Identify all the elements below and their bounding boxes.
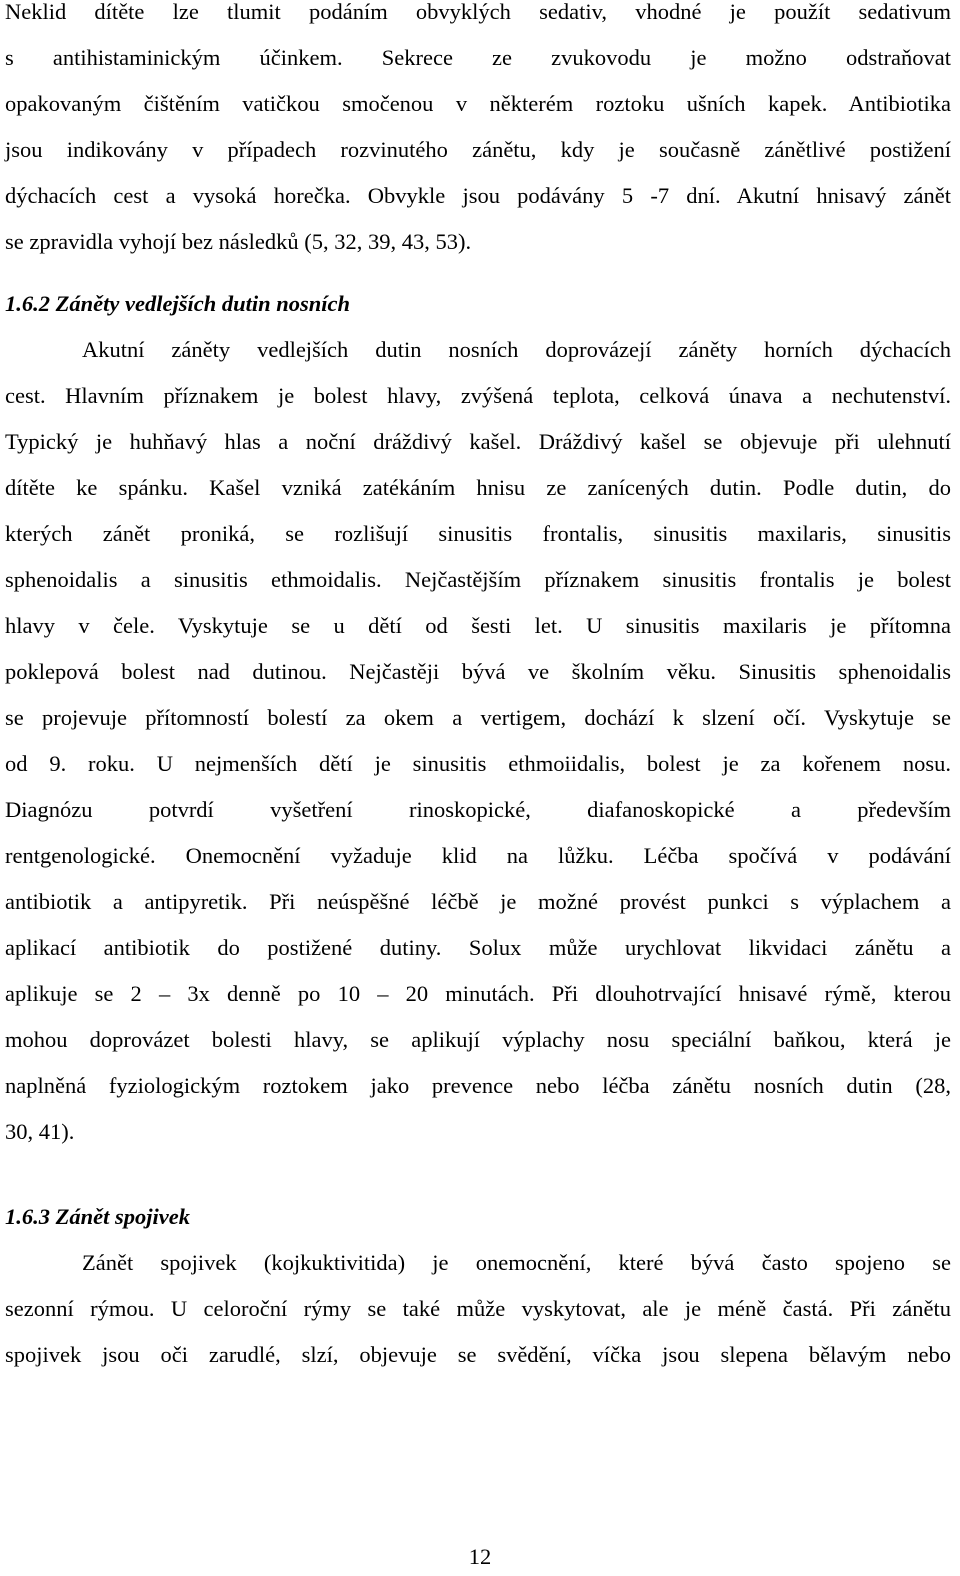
text-line: Neklid dítěte lze tlumit podáním obvyklých sedativ, vhodné je použít sedativum (5, 0, 951, 24)
text-line: hlavy v čele. Vyskytuje se u dětí od šesti let. U sinusitis maxilaris je přítomna (5, 613, 951, 638)
paragraph-sinusitis (5, 338, 951, 1166)
text-line: rentgenologické. Onemocnění vyžaduje klid na lůžku. Léčba spočívá v podávání (5, 843, 951, 868)
section-heading-conjunctivitis: 1.6.3 Zánět spojivek (5, 1204, 190, 1229)
paragraph-conjunctivitis (5, 1251, 951, 1389)
text-line: jsou indikovány v případech rozvinutého zánětu, kdy je současně zánětlivé postižení (5, 137, 951, 162)
text-line: dítěte ke spánku. Kašel vzniká zatékáním hnisu ze zanícených dutin. Podle dutin, do (5, 475, 951, 500)
text-line: s antihistaminickým účinkem. Sekrece ze zvukovodu je možno odstraňovat (5, 45, 951, 70)
text-line: aplikací antibiotik do postižené dutiny. Solux může urychlovat likvidaci zánětu a (5, 935, 951, 960)
document-page (5, 0, 951, 1389)
text-line: Diagnózu potvrdí vyšetření rinoskopické, diafanoskopické a především (5, 797, 951, 822)
text-line: aplikuje se 2 – 3x denně po 10 – 20 minutách. Při dlouhotrvající hnisavé rýmě, kterou (5, 981, 951, 1006)
text-line: od 9. roku. U nejmenších dětí je sinusitis ethmoiidalis, bolest je za kořenem nosu. (5, 751, 951, 776)
text-line: Typický je huhňavý hlas a noční dráždivý kašel. Dráždivý kašel se objevuje při ulehnutí (5, 429, 951, 454)
text-line: opakovaným čištěním vatičkou smočenou v některém roztoku ušních kapek. Antibiotika (5, 91, 951, 116)
text-line: se zpravidla vyhojí bez následků (5, 32, 39, 43, 53). (5, 229, 472, 254)
text-line: Akutní záněty vedlejších dutin nosních doprovázejí záněty horních dýchacích (82, 337, 951, 362)
text-line: antibiotik a antipyretik. Při neúspěšné léčbě je možné provést punkci s výplachem a (5, 889, 951, 914)
section-heading-sinusitis: 1.6.2 Záněty vedlejších dutin nosních (5, 291, 351, 316)
text-line: poklepová bolest nad dutinou. Nejčastěji bývá ve školním věku. Sinusitis sphenoidalis (5, 659, 951, 684)
text-line: cest. Hlavním příznakem je bolest hlavy, zvýšená teplota, celková únava a nechutenství. (5, 383, 951, 408)
text-line: spojivek jsou oči zarudlé, slzí, objevuje se svědění, víčka jsou slepena bělavým nebo (5, 1342, 951, 1367)
text-line: naplněná fyziologickým roztokem jako prevence nebo léčba zánětu nosních dutin (28, (5, 1073, 951, 1098)
text-line: mohou doprovázet bolesti hlavy, se aplikují výplachy nosu speciální baňkou, která je (5, 1027, 951, 1052)
text-line: kterých zánět proniká, se rozlišují sinusitis frontalis, sinusitis maxilaris, sinusitis (5, 521, 951, 546)
text-line: dýchacích cest a vysoká horečka. Obvykle jsou podávány 5 -7 dní. Akutní hnisavý zánět (5, 183, 951, 208)
page-number: 12 (468, 1544, 492, 1569)
text-line: sezonní rýmou. U celoroční rýmy se také může vyskytovat, ale je méně častá. Při zánětu (5, 1296, 951, 1321)
text-line: Zánět spojivek (kojkuktivitida) je onemocnění, které bývá často spojeno se (82, 1250, 951, 1275)
text-line: 30, 41). (5, 1119, 75, 1144)
text-line: se projevuje přítomností bolestí za okem a vertigem, dochází k slzení očí. Vyskytuje se (5, 705, 951, 730)
paragraph-otitis-treatment (5, 0, 951, 276)
text-line: sphenoidalis a sinusitis ethmoidalis. Nejčastějším příznakem sinusitis frontalis je bolest (5, 567, 951, 592)
